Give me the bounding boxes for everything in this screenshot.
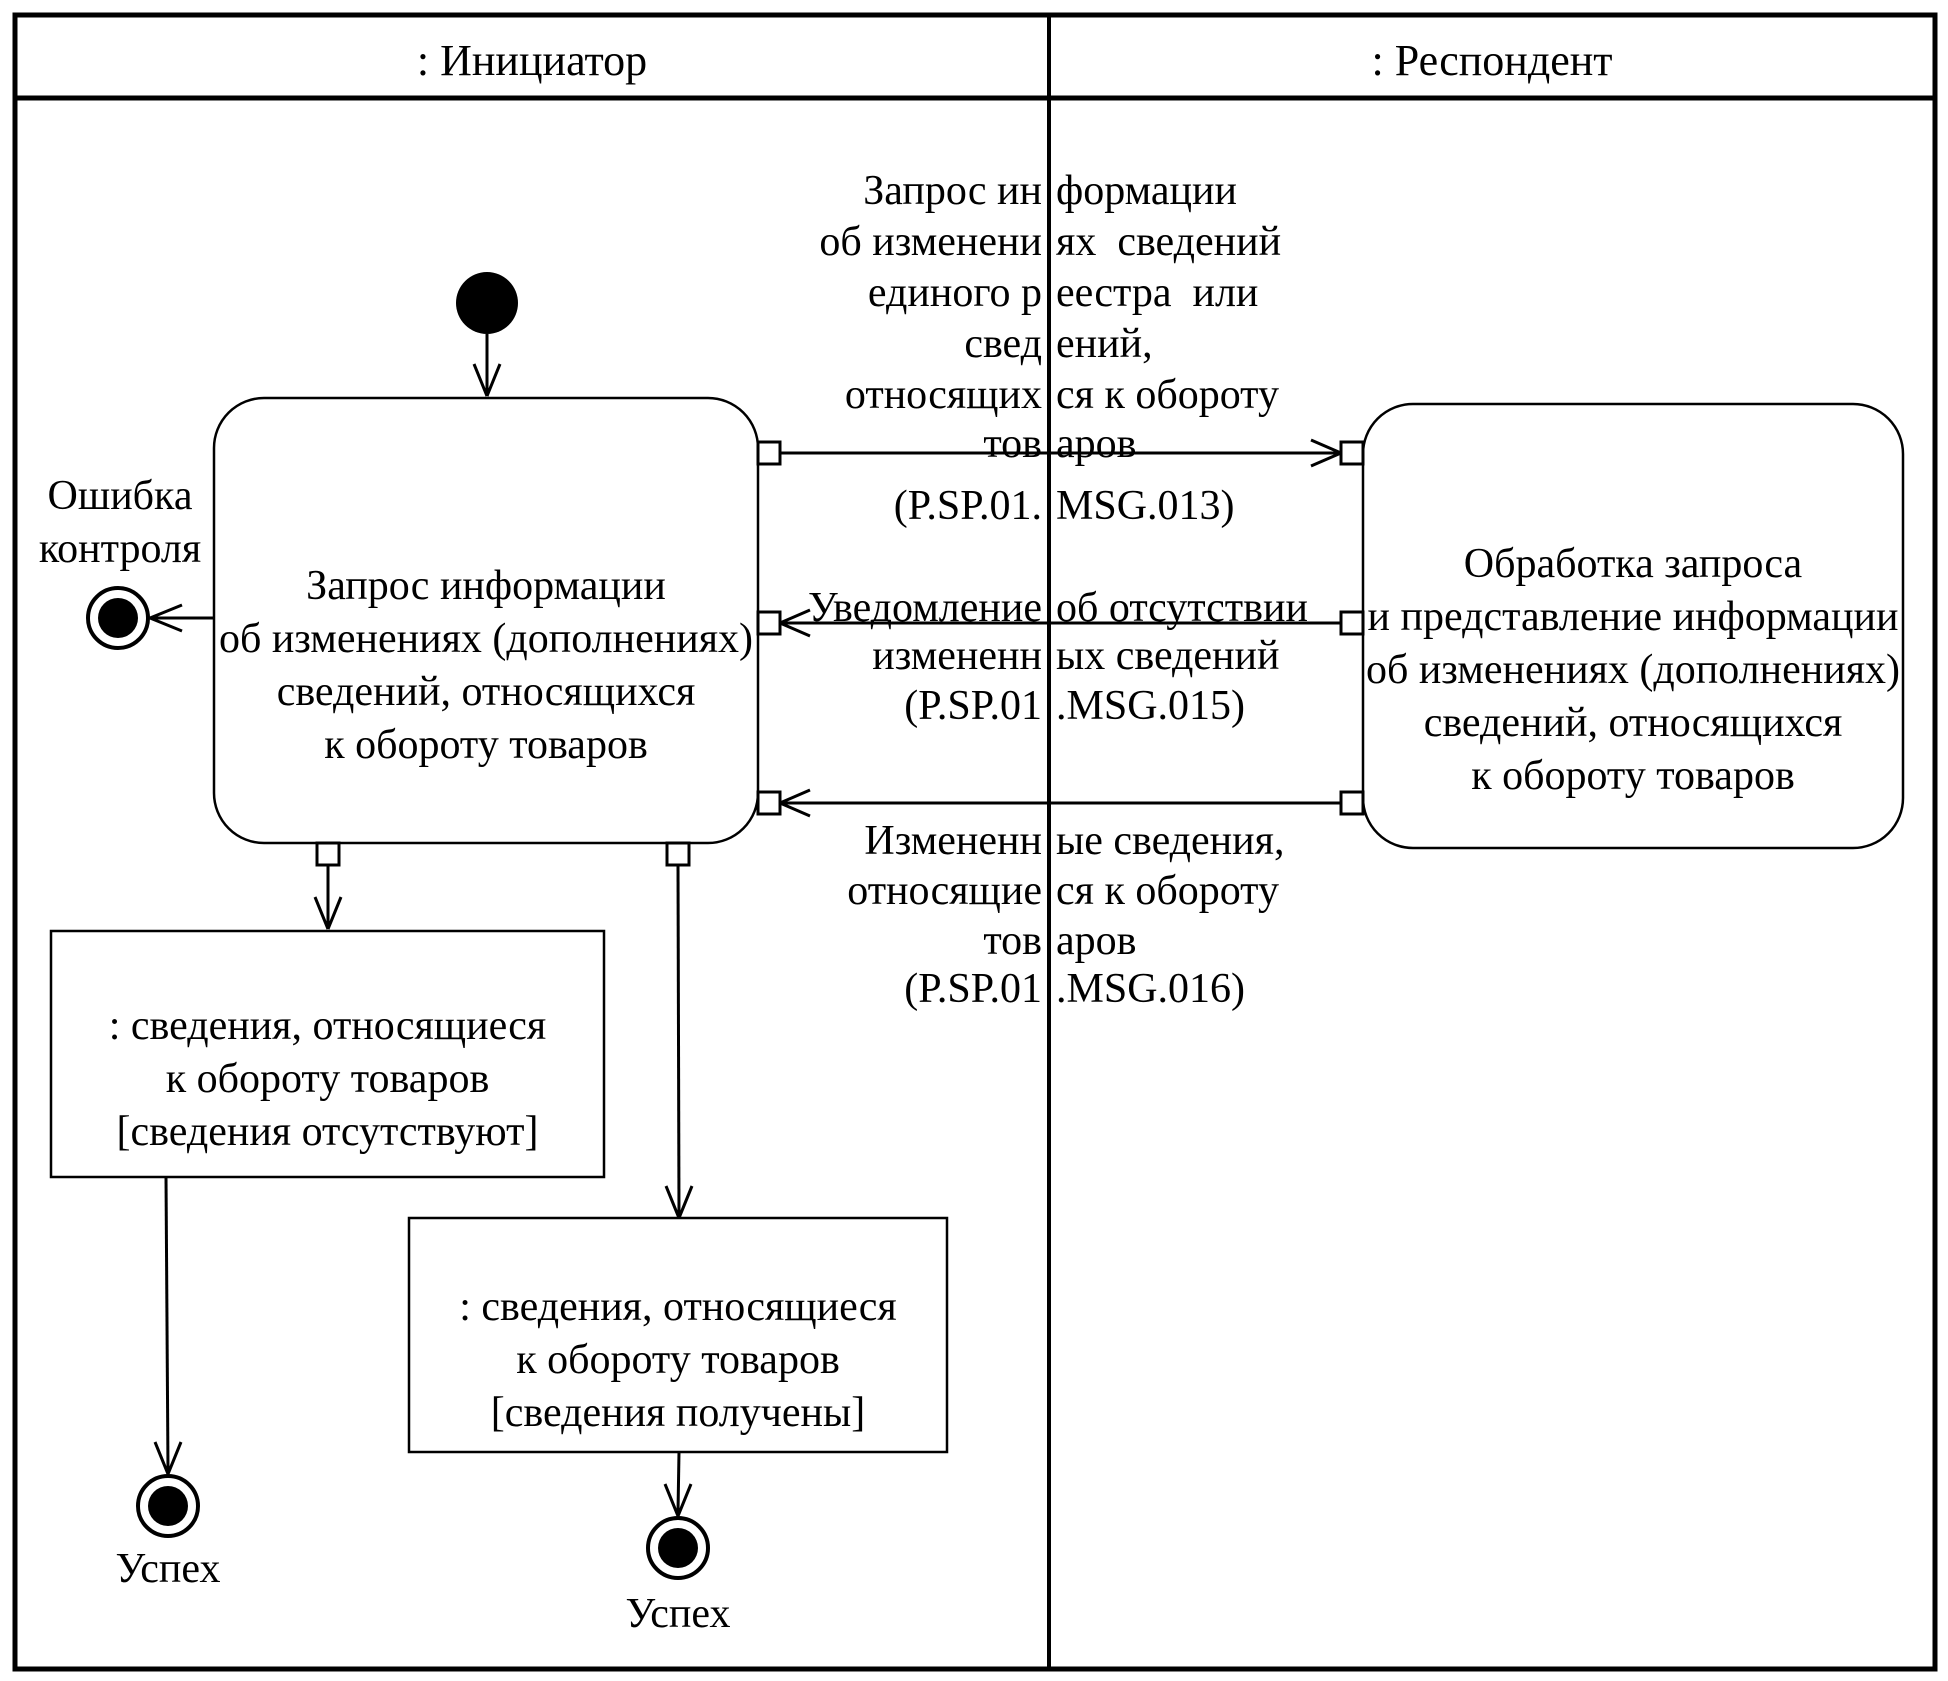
final-node-success-left-inner	[148, 1486, 188, 1526]
msg015-text: об отсутствии	[1056, 585, 1308, 631]
activity-process-line: и представление информации	[1367, 594, 1899, 640]
msg015-text: ых сведений	[1056, 633, 1280, 679]
object-received-line: к обороту товаров	[516, 1337, 840, 1383]
msg013-text: свед	[964, 321, 1042, 367]
port-process-msg016	[1341, 792, 1363, 814]
object-absent-line: [сведения отсутствуют]	[116, 1109, 539, 1155]
msg016-text: тов	[983, 918, 1042, 964]
transition-absent-to-success	[166, 1177, 168, 1470]
msg013-text: ений,	[1056, 321, 1153, 367]
activity-process-line: сведений, относящихся	[1423, 700, 1843, 746]
port-process-msg015	[1341, 612, 1363, 634]
error-control-line: Ошибка	[47, 473, 193, 519]
msg013-text: об изменени	[819, 219, 1042, 265]
msg013-text: еестра или	[1056, 270, 1259, 316]
success-center-label: Успех	[625, 1591, 731, 1637]
activity-process-label	[1363, 538, 1903, 803]
activity-request-label	[214, 560, 758, 772]
activity-process-line: об изменениях (дополнениях)	[1365, 647, 1901, 693]
object-absent-label	[51, 1000, 604, 1159]
port-process-msg013	[1341, 442, 1363, 464]
object-absent-line: : сведения, относящиеся	[108, 1003, 547, 1049]
msg016-code: .MSG.016)	[1056, 966, 1246, 1012]
error-control-line: контроля	[38, 526, 202, 572]
msg013-text: формации	[1056, 168, 1237, 214]
object-absent-line: к обороту товаров	[165, 1056, 490, 1102]
msg013-text: Запрос ин	[863, 168, 1042, 214]
msg016-text: ые сведения,	[1056, 818, 1285, 864]
port-request-msg015	[758, 612, 780, 634]
msg016-text: аров	[1056, 918, 1137, 964]
port-request-msg013	[758, 442, 780, 464]
msg016-text: ся к обороту	[1056, 868, 1279, 914]
success-left-label: Успех	[115, 1546, 221, 1592]
msg013-text: единого р	[867, 270, 1042, 316]
activity-request-line: сведений, относящихся	[276, 669, 696, 715]
msg013-text: ся к обороту	[1056, 372, 1279, 418]
msg015-code: (P.SP.01	[904, 683, 1042, 729]
msg016-text: Измененн	[864, 818, 1042, 864]
object-received-label	[409, 1281, 947, 1440]
object-received-line: : сведения, относящиеся	[459, 1284, 897, 1330]
activity-process-line: к обороту товаров	[1471, 753, 1795, 799]
msg016-text: относящие	[847, 868, 1042, 914]
final-node-error-inner	[98, 598, 138, 638]
msg013-text: тов	[983, 421, 1042, 467]
error-control-label	[18, 470, 222, 576]
transition-received-to-success	[678, 1452, 679, 1512]
port-request-msg016	[758, 792, 780, 814]
msg016-code: (P.SP.01	[904, 966, 1042, 1012]
activity-request-line: Запрос информации	[306, 563, 666, 609]
object-received-line: [сведения получены]	[490, 1390, 866, 1436]
msg013-text: ях сведений	[1056, 219, 1282, 265]
msg013-code: MSG.013)	[1056, 483, 1235, 529]
msg015-text: Уведомление	[807, 585, 1042, 631]
msg015-code: .MSG.015)	[1056, 683, 1246, 729]
activity-request-line: к обороту товаров	[324, 722, 648, 768]
msg015-text: измененн	[872, 633, 1042, 679]
activity-request-line: об изменениях (дополнениях)	[218, 616, 754, 662]
swimlane-header-initiator: : Инициатор	[416, 36, 648, 85]
msg013-code: (P.SP.01.	[893, 483, 1042, 529]
port-request-bottom-right	[667, 843, 689, 865]
initial-node	[456, 272, 518, 334]
port-request-bottom-left	[317, 843, 339, 865]
msg013-text: относящих	[844, 372, 1042, 418]
swimlane-header-respondent: : Респондент	[1371, 36, 1613, 85]
final-node-success-center-inner	[658, 1528, 698, 1568]
activity-process-line: Обработка запроса	[1463, 541, 1803, 587]
msg013-text: аров	[1056, 421, 1137, 467]
transition-request-to-received	[678, 865, 679, 1215]
